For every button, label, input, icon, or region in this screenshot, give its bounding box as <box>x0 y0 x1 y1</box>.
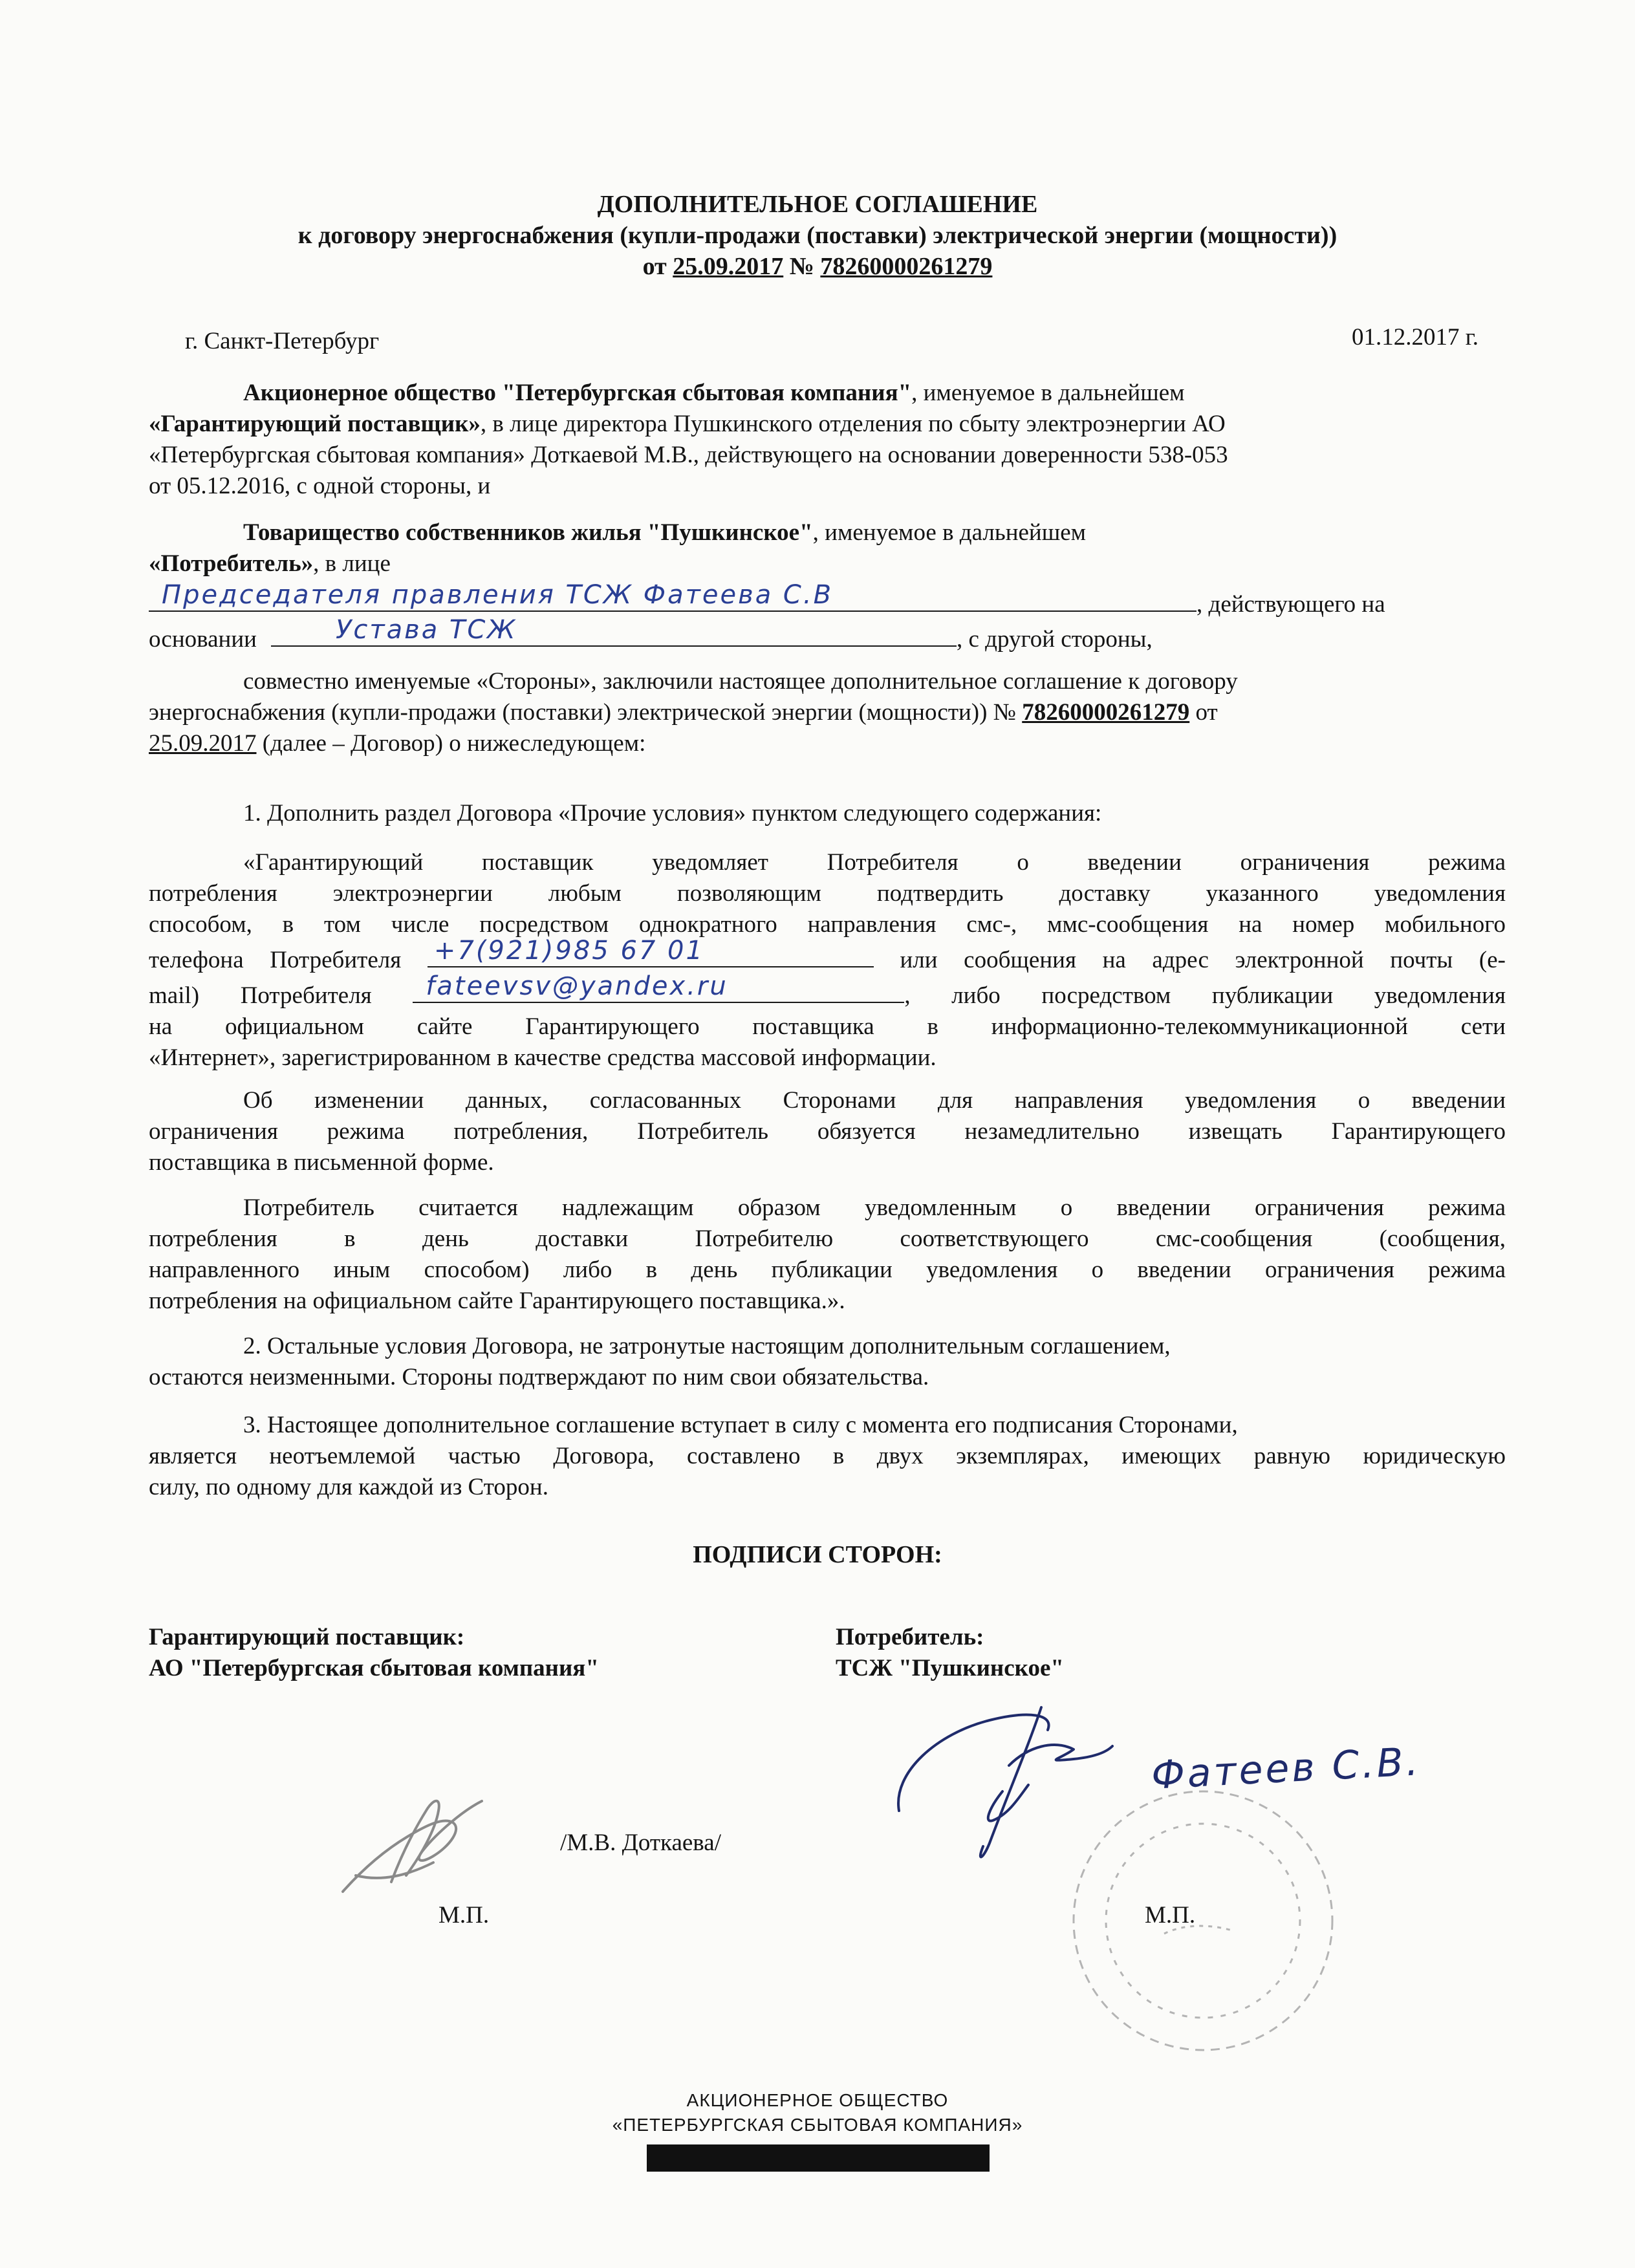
preamble-contract-number: 78260000261279 <box>1022 699 1190 726</box>
clause-1-intro: 1. Дополнить раздел Договора «Прочие условия» пунктом следующего содержания: <box>243 800 1102 826</box>
preamble-line-6: «Потребитель», в лице <box>149 550 391 577</box>
preamble-contract-date: 25.09.2017 <box>149 730 257 757</box>
preamble-line-4: от 05.12.2016, с одной стороны, и <box>149 473 491 499</box>
supplier-seal-label: М.П. <box>439 1902 490 1928</box>
consumer-full-name: Товарищество собственников жилья "Пушкинское" <box>243 519 813 546</box>
supplier-full-name: Акционерное общество "Петербургская сбытовая компания" <box>243 380 912 406</box>
email-fill-line <box>413 971 904 1003</box>
phone-fill-line <box>428 936 874 967</box>
consumer-short-name: «Потребитель» <box>149 550 314 577</box>
footer-line-2: «ПЕТЕРБУРГСКАЯ СБЫТОВАЯ КОМПАНИЯ» <box>612 2115 1023 2135</box>
consumer-org: ТСЖ "Пушкинское" <box>836 1655 1064 1681</box>
handwritten-basis: Устава ТСЖ <box>335 615 517 645</box>
supplier-signature <box>330 1785 498 1908</box>
supplier-role: Гарантирующий поставщик: <box>149 1624 465 1650</box>
clause-3-body: является неотъемлемой частью Договора, составлено в двух экземплярах, имеющих равную юридическую силу, по одному для каждой из Сторон. <box>149 1443 1506 1500</box>
consumer-handwritten-name: Фатеев С.В. <box>1150 1739 1422 1798</box>
contract-reference: от 25.09.2017 № 78260000261279 <box>642 253 993 280</box>
handwritten-phone: +7(921)985 67 01 <box>433 936 704 966</box>
signatures-heading: ПОДПИСИ СТОРОН: <box>693 1541 942 1568</box>
preamble-line-5: Товарищество собственников жилья "Пушкинское", именуемое в дальнейшем <box>243 519 1087 546</box>
preamble-line-10: энергоснабжения (купли-продажи (поставки) электрической энергии (мощности)) № 78260000261279 от <box>149 699 1218 726</box>
preamble-line-9: совместно именуемые «Стороны», заключили настоящее дополнительное соглашение к договору <box>243 668 1238 695</box>
handwritten-position: Председателя правления ТСЖ Фатеева С.В <box>162 580 834 610</box>
clause-1-paragraph-1: «Гарантирующий поставщик уведомляет Потребителя о введении ограничения режима потребления электроэнергии любым позволяющим подтвердить доставку указанного уведомления способом, в том числе посредством однократного направления смс-, ммс-сообщения на номер мобильного телефона Потребителя +7(921)985 67 01 или сообщения на адрес электронной почты (e- mail) Потребителя fateevsv@yandex.ru , либо посредством публикации уведомления на официальном сайте Гарантирующего поставщика в информационно-телекоммуникационной сети «Интернет», зарегистрированном в качестве средства массовой информации. <box>149 849 1506 1071</box>
preamble-line-2: «Гарантирующий поставщик», в лице директора Пушкинского отделения по сбыту электроэнергии АО <box>149 411 1226 437</box>
contract-number: 78260000261279 <box>820 253 993 280</box>
consumer-seal-label: М.П. <box>1145 1902 1196 1928</box>
clause-1-paragraph-2: Об изменении данных, согласованных Сторонами для направления уведомления о введении ограничения режима потребления, Потребитель обязуется незамедлительно извещать Гарантирующего поставщика в письменной форме. <box>149 1087 1506 1176</box>
supplier-short-name: «Гарантирующий поставщик» <box>149 411 481 437</box>
clause-2-line-1: 2. Остальные условия Договора, не затронутые настоящим дополнительным соглашением, <box>243 1333 1171 1359</box>
preamble-line-3: «Петербургская сбытовая компания» Доткаевой М.В., действующего на основании доверенности 538-053 <box>149 442 1228 468</box>
city: г. Санкт-Петербург <box>185 328 380 354</box>
document-subtitle: к договору энергоснабжения (купли-продажи (поставки) электрической энергии (мощности)) <box>298 222 1337 249</box>
contract-date: 25.09.2017 <box>673 253 784 280</box>
clause-1-paragraph-3: Потребитель считается надлежащим образом уведомленным о введении ограничения режима потребления в день доставки Потребителю соответствующего смс-сообщения (сообщения, направленного иным способом) либо в день публикации уведомления о введении ограничения режима потребления на официальном сайте Гарантирующего поставщика.». <box>149 1194 1506 1314</box>
preamble-line-11: 25.09.2017 (далее – Договор) о нижеследующем: <box>149 730 646 757</box>
preamble-line-7: Председателя правления ТСЖ Фатеева С.В , действующего на <box>149 585 1385 620</box>
supplier-org: АО "Петербургская сбытовая компания" <box>149 1655 599 1681</box>
preamble-line-8: основании Устава ТСЖ , с другой стороны, <box>149 615 1153 653</box>
document-title: ДОПОЛНИТЕЛЬНОЕ СОГЛАШЕНИЕ <box>597 191 1038 218</box>
agreement-date: 01.12.2017 г. <box>1352 324 1479 351</box>
redaction-bar <box>647 2144 990 2172</box>
clause-2-line-2: остаются неизменными. Стороны подтверждают по ним свои обязательства. <box>149 1364 929 1390</box>
consumer-role: Потребитель: <box>836 1624 984 1650</box>
position-fill-line <box>149 580 1196 612</box>
supplier-signatory: /М.В. Доткаева/ <box>560 1830 721 1856</box>
consumer-signature <box>880 1694 1151 1875</box>
preamble-line-1: Акционерное общество "Петербургская сбытовая компания", именуемое в дальнейшем <box>243 380 1185 406</box>
handwritten-email: fateevsv@yandex.ru <box>426 971 728 1001</box>
footer-line-1: АКЦИОНЕРНОЕ ОБЩЕСТВО <box>686 2090 949 2110</box>
clause-3-line-1: 3. Настоящее дополнительное соглашение вступает в силу с момента его подписания Сторонами, <box>243 1412 1238 1438</box>
